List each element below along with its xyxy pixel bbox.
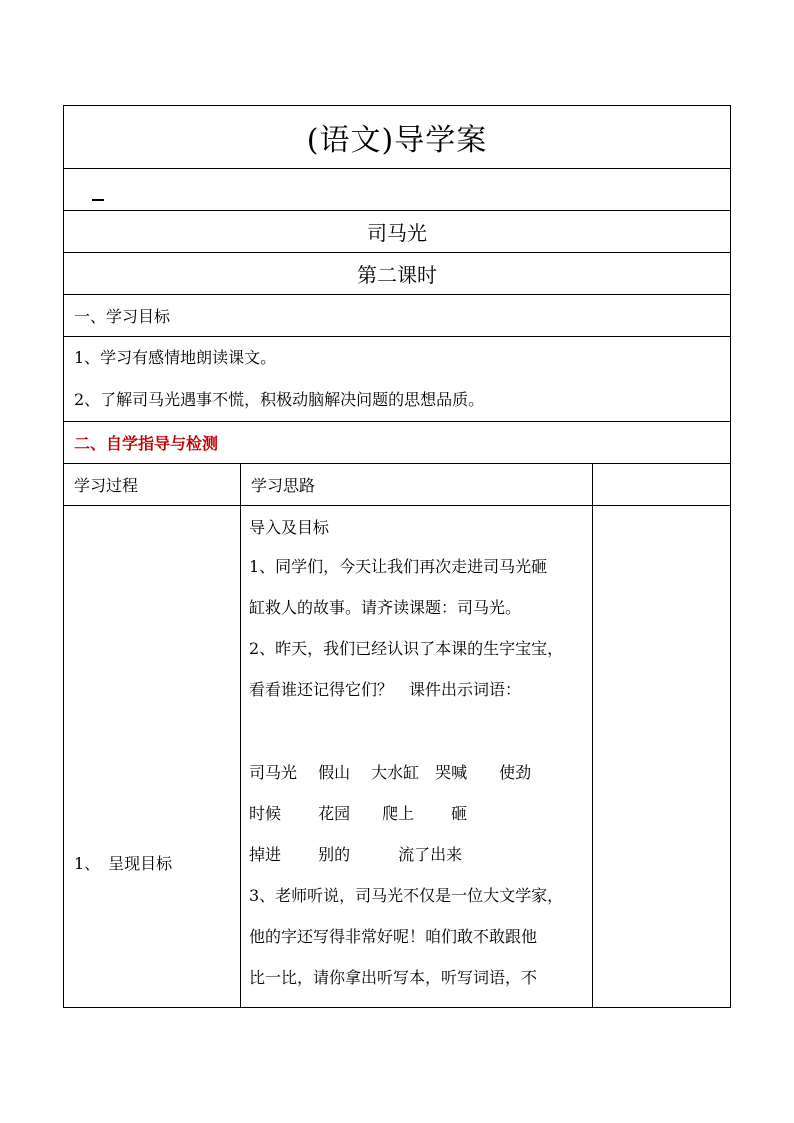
word-row: 时候 花园 爬上 砸 xyxy=(249,804,468,823)
header-empty xyxy=(593,464,731,506)
content-line: 1、同学们，今天让我们再次走进司马光砸 xyxy=(249,557,548,576)
lesson-period: 第二课时 xyxy=(64,253,731,295)
content-line: 3、老师听说，司马光不仅是一位大文学家， xyxy=(249,886,564,905)
content-line: 看看谁还记得它们？ 课件出示词语： xyxy=(249,680,522,699)
content-line: 2、昨天，我们已经认识了本课的生字宝宝， xyxy=(249,639,564,658)
goal-item: 1、学习有感情地朗读课文。 xyxy=(74,348,277,367)
document-title: (语文)导学案 xyxy=(64,106,731,169)
content-line: 缸救人的故事。请齐读课题：司马光。 xyxy=(249,598,522,617)
lesson-title: 司马光 xyxy=(64,211,731,253)
approach-content xyxy=(241,506,593,1008)
header-approach: 学习思路 xyxy=(241,464,593,506)
spacer xyxy=(249,710,586,752)
content-line: 比一比，请你拿出听写本，听写词语，不 xyxy=(249,968,538,987)
goal-item: 2、了解司马光遇事不慌，积极动脑解决问题的思想品质。 xyxy=(74,390,485,409)
goals-list xyxy=(64,337,731,422)
dash-mark xyxy=(92,199,104,201)
content-line: 他的字还写得非常好呢！咱们敢不敢跟他 xyxy=(249,927,538,946)
section-heading-goals: 一、学习目标 xyxy=(64,295,731,337)
notes-cell xyxy=(593,506,731,1008)
section-heading-self-study: 二、自学指导与检测 xyxy=(64,422,731,464)
step-label: 1、 呈现目标 xyxy=(74,854,173,873)
lesson-table xyxy=(63,105,731,1008)
step-cell xyxy=(64,506,241,1008)
blank-row xyxy=(64,169,731,211)
worksheet xyxy=(63,105,730,1008)
word-row: 掉进 别的 流了出来 xyxy=(249,845,463,864)
word-row: 司马光 假山 大水缸 哭喊 使劲 xyxy=(249,763,532,782)
header-process: 学习过程 xyxy=(64,464,241,506)
intro-line: 导入及目标 xyxy=(249,518,330,537)
